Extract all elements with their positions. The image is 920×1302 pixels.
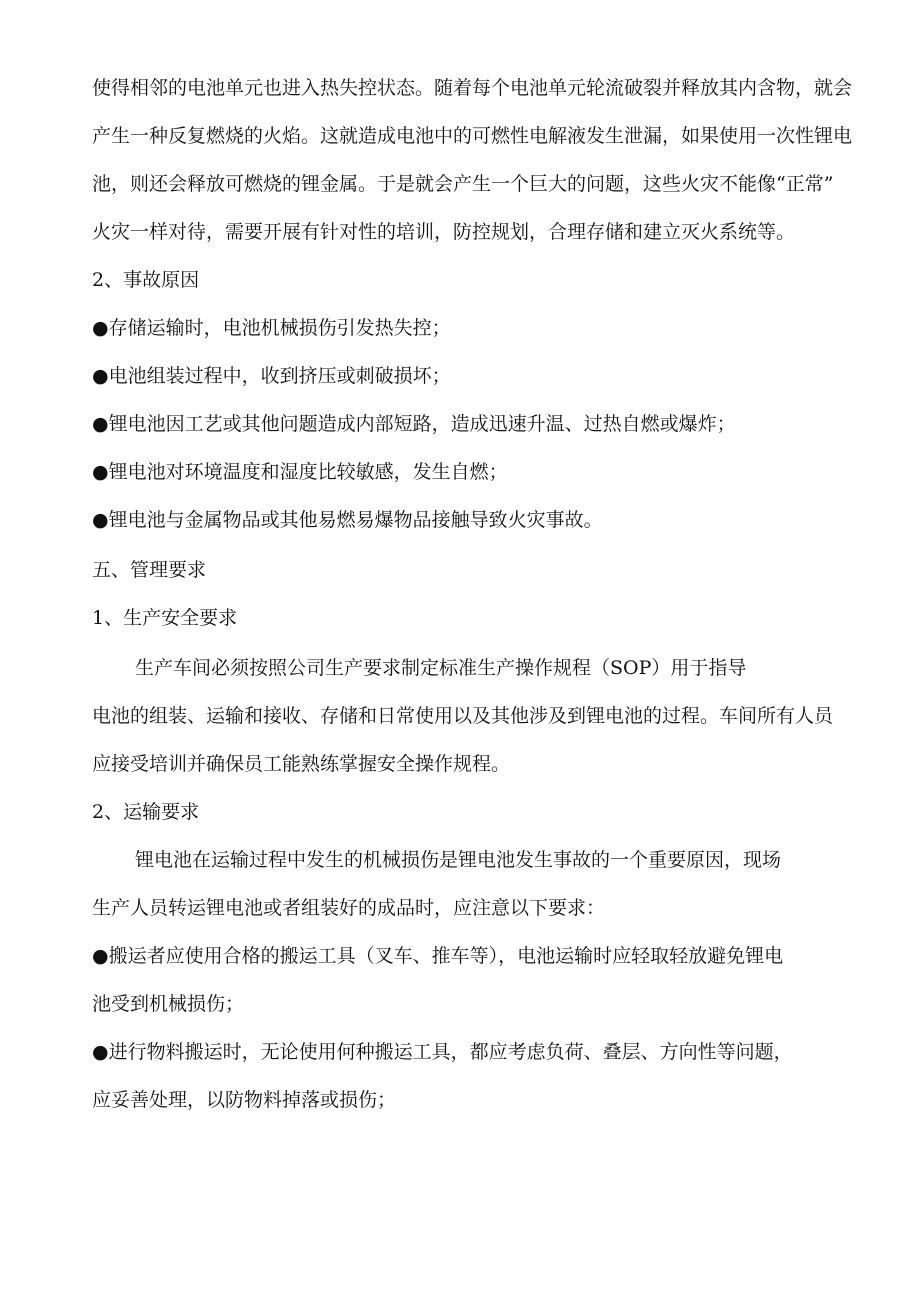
bullet-item: ●锂电池因工艺或其他问题造成内部短路，造成迅速升温、过热自燃或爆炸； (92, 413, 736, 435)
paragraph-line: 电池的组装、运输和接收、存储和日常使用以及其他涉及到锂电池的过程。车间所有人员 (92, 705, 834, 727)
paragraph-line: 池，则还会释放可燃烧的锂金属。于是就会产生一个巨大的问题，这些火灾不能像“正常” (92, 173, 834, 195)
paragraph-line: 应接受培训并确保员工能熟练掌握安全操作规程。 (92, 753, 511, 775)
bullet-item: ●电池组装过程中，收到挤压或刺破损坏； (92, 365, 451, 387)
paragraph-line: 锂电池在运输过程中发生的机械损伤是锂电池发生事故的一个重要原因，现场 (135, 849, 782, 871)
chapter-heading: 五、管理要求 (92, 559, 207, 581)
paragraph-line: 火灾一样对待，需要开展有针对性的培训，防控规划，合理存储和建立灭火系统等。 (92, 221, 796, 243)
section-heading: 1、生产安全要求 (92, 607, 238, 629)
section-heading: 2、运输要求 (92, 801, 200, 823)
bullet-item-continuation: 应妥善处理，以防物料掉落或损伤； (92, 1089, 397, 1111)
bullet-item: ●搬运者应使用合格的搬运工具（叉车、推车等），电池运输时应轻取轻放避免锂电 (92, 945, 784, 967)
bullet-item-continuation: 池受到机械损伤； (92, 993, 245, 1015)
bullet-item: ●存储运输时，电池机械损伤引发热失控； (92, 317, 451, 339)
bullet-item: ●进行物料搬运时，无论使用何种搬运工具，都应考虑负荷、叠层、方向性等问题， (92, 1041, 793, 1063)
bullet-item: ●锂电池对环境温度和湿度比较敏感，发生自燃； (92, 461, 508, 483)
section-heading: 2、事故原因 (92, 269, 200, 291)
paragraph-line: 生产车间必须按照公司生产要求制定标准生产操作规程（SOP）用于指导 (135, 657, 747, 679)
paragraph-line: 生产人员转运锂电池或者组装好的成品时，应注意以下要求： (92, 897, 606, 919)
paragraph-line: 产生一种反复燃烧的火焰。这就造成电池中的可燃性电解液发生泄漏，如果使用一次性锂电 (92, 125, 853, 147)
paragraph-line: 使得相邻的电池单元也进入热失控状态。随着每个电池单元轮流破裂并释放其内含物，就会 (92, 77, 853, 99)
bullet-item: ●锂电池与金属物品或其他易燃易爆物品接触导致火灾事故。 (92, 509, 603, 531)
